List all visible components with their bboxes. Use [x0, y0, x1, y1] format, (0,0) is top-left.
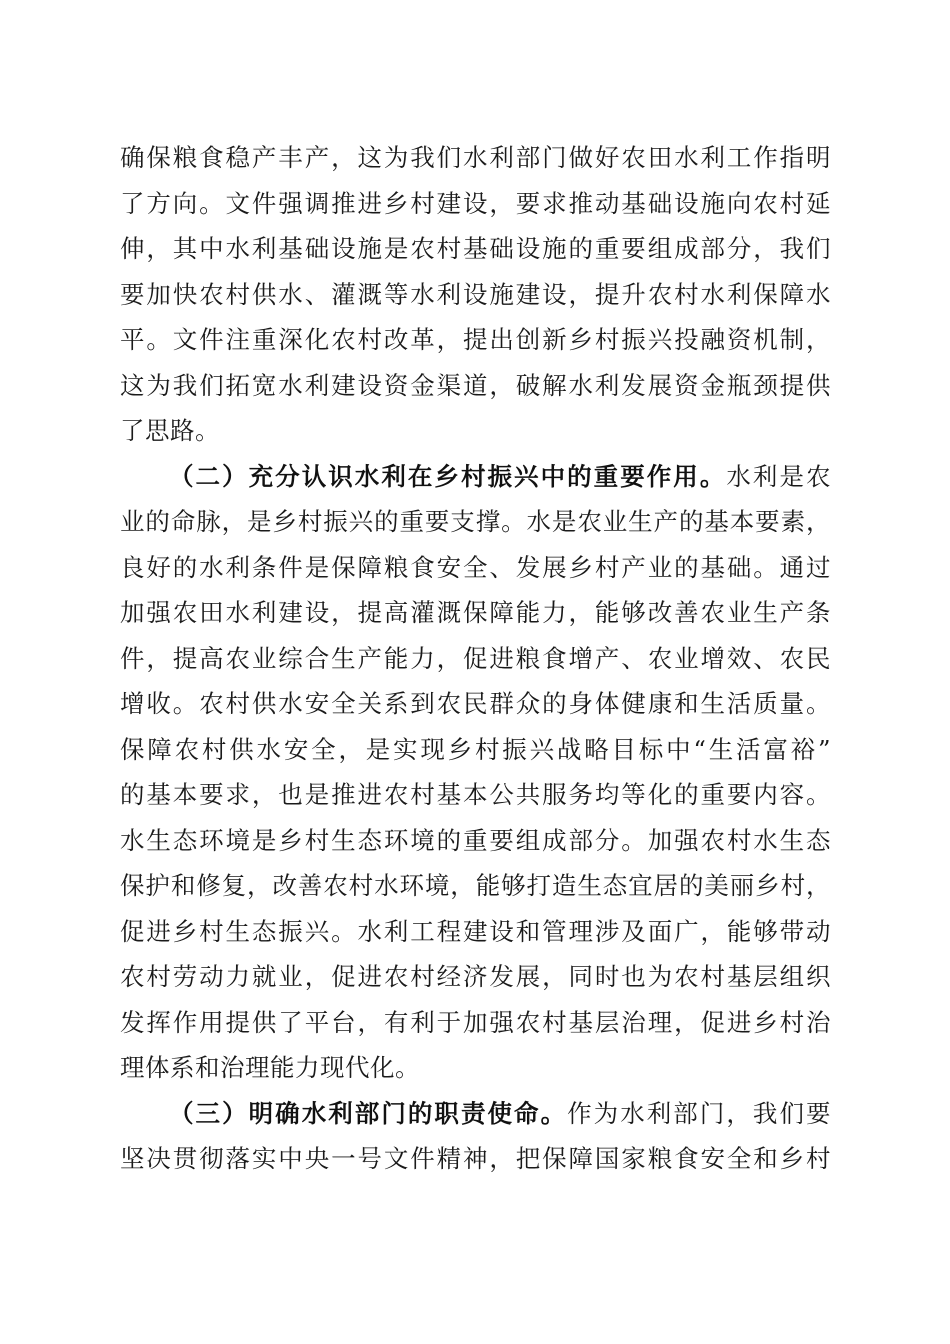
text-line: 了思路。 [120, 416, 220, 445]
document-body [120, 135, 831, 1182]
text-line: 的基本要求，也是推进农村基本公共服务均等化的重要内容。 [120, 780, 831, 809]
text-line: 平。文件注重深化农村改革，提出创新乡村振兴投融资机制， [120, 325, 831, 354]
text-line: 业的命脉，是乡村振兴的重要支撑。水是农业生产的基本要素， [120, 507, 831, 536]
text-line: 理体系和治理能力现代化。 [120, 1053, 420, 1082]
text-line: 伸，其中水利基础设施是农村基础设施的重要组成部分，我们 [120, 234, 831, 263]
text-line: 保障农村供水安全，是实现乡村振兴战略目标中“生活富裕” [120, 734, 831, 764]
paragraph-first-line [120, 1091, 831, 1137]
text-line: 水生态环境是乡村生态环境的重要组成部分。加强农村水生态 [120, 825, 831, 855]
text-line: 确保粮食稳产丰产，这为我们水利部门做好农田水利工作指明 [120, 143, 831, 172]
paragraph-first-line [120, 454, 831, 500]
section-heading: （三）明确水利部门的职责使命。 [169, 1098, 568, 1128]
text-run: 水利是农 [726, 461, 831, 491]
text-line: 件，提高农业综合生产能力，促进粮食增产、农业增效、农民 [120, 643, 831, 673]
text-line: 增收。农村供水安全关系到农民群众的身体健康和生活质量。 [120, 689, 831, 718]
paragraph-3 [120, 1091, 831, 1182]
text-line: 要加快农村供水、灌溉等水利设施建设，提升农村水利保障水 [120, 279, 831, 309]
text-line: 坚决贯彻落实中央一号文件精神，把保障国家粮食安全和乡村 [120, 1144, 831, 1173]
section-heading: （二）充分认识水利在乡村振兴中的重要作用。 [169, 461, 727, 491]
text-line: 发挥作用提供了平台，有利于加强农村基层治理，促进乡村治 [120, 1007, 831, 1037]
text-line: 良好的水利条件是保障粮食安全、发展乡村产业的基础。通过 [120, 552, 831, 582]
text-run: 作为水利部门，我们要 [567, 1098, 831, 1128]
paragraph-1 [120, 135, 831, 454]
text-line: 促进乡村生态振兴。水利工程建设和管理涉及面广，能够带动 [120, 916, 831, 946]
text-line: 这为我们拓宽水利建设资金渠道，破解水利发展资金瓶颈提供 [120, 370, 831, 400]
text-line: 了方向。文件强调推进乡村建设，要求推动基础设施向农村延 [120, 188, 831, 218]
paragraph-2 [120, 454, 831, 1091]
text-line: 农村劳动力就业，促进农村经济发展，同时也为农村基层组织 [120, 962, 831, 991]
text-line: 加强农田水利建设，提高灌溉保障能力，能够改善农业生产条 [120, 598, 831, 627]
text-line: 保护和修复，改善农村水环境，能够打造生态宜居的美丽乡村， [120, 871, 831, 900]
